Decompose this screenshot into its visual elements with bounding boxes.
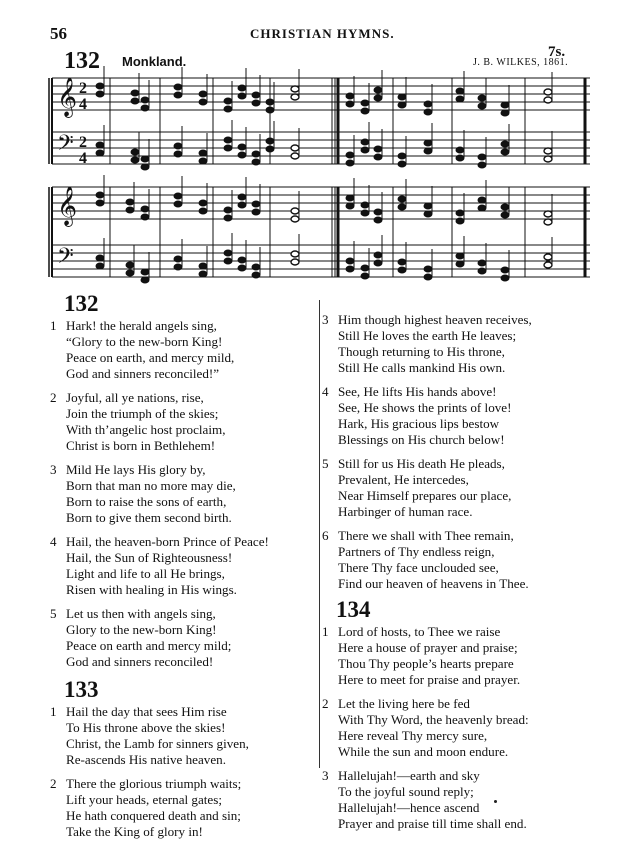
note-head bbox=[266, 146, 274, 152]
verse-line: Born to raise the sons of earth, bbox=[66, 494, 227, 509]
verse-line: Prevalent, He intercedes, bbox=[338, 472, 469, 487]
note-head bbox=[374, 217, 382, 223]
note-head bbox=[501, 149, 509, 155]
note-head bbox=[174, 256, 182, 262]
hymn-134-verse bbox=[322, 624, 592, 688]
note-head bbox=[478, 197, 486, 203]
tune-meter: 7s. bbox=[548, 44, 566, 60]
note-head bbox=[238, 194, 246, 200]
tune-hymn-number: 132 bbox=[64, 48, 100, 74]
note-head bbox=[238, 152, 246, 158]
note-head bbox=[544, 254, 552, 260]
running-title: CHRISTIAN HYMNS. bbox=[250, 26, 395, 41]
verse-line: Still for us His death He pleads, bbox=[338, 456, 505, 471]
verse-number: 5 bbox=[50, 606, 57, 621]
verse-line: Hallelujah!—hence ascend bbox=[338, 800, 480, 815]
verse-line: Hallelujah!—earth and sky bbox=[338, 768, 480, 783]
note-head bbox=[456, 253, 464, 259]
note-head bbox=[346, 101, 354, 107]
verse-line: Joyful, all ye nations, rise, bbox=[66, 390, 204, 405]
note-head bbox=[174, 264, 182, 270]
note-head bbox=[291, 259, 299, 265]
time-signature: 2 bbox=[79, 134, 87, 151]
note-head bbox=[544, 97, 552, 103]
verse-line: Here a house of prayer and praise; bbox=[338, 640, 518, 655]
time-signature: 4 bbox=[79, 150, 87, 167]
note-head bbox=[398, 161, 406, 167]
note-head bbox=[346, 93, 354, 99]
note-head bbox=[252, 92, 260, 98]
note-head bbox=[478, 103, 486, 109]
note-head bbox=[398, 102, 406, 108]
note-head bbox=[252, 272, 260, 278]
hymn-132-verse bbox=[322, 312, 592, 376]
verse-line: Find our heaven of heavens in Thee. bbox=[338, 576, 529, 591]
verse-line: See, He shows the prints of love! bbox=[338, 400, 512, 415]
note-head bbox=[252, 151, 260, 157]
note-head bbox=[238, 144, 246, 150]
note-head bbox=[141, 214, 149, 220]
verse-line: See, He lifts His hands above! bbox=[338, 384, 497, 399]
verse-line: Light and life to all He brings, bbox=[66, 566, 225, 581]
note-head bbox=[544, 148, 552, 154]
verse-line: Let the living here be fed bbox=[338, 696, 470, 711]
ink-mark bbox=[494, 800, 497, 803]
note-head bbox=[346, 258, 354, 264]
note-head bbox=[224, 207, 232, 213]
verse-number: 2 bbox=[50, 776, 57, 791]
note-head bbox=[199, 208, 207, 214]
verse-line: Glory to the new-born King! bbox=[66, 622, 217, 637]
note-head bbox=[398, 204, 406, 210]
note-head bbox=[224, 145, 232, 151]
note-head bbox=[346, 203, 354, 209]
note-head bbox=[96, 192, 104, 198]
note-head bbox=[252, 264, 260, 270]
note-head bbox=[544, 211, 552, 217]
note-head bbox=[374, 252, 382, 258]
hymn-132-verse bbox=[50, 318, 318, 382]
note-head bbox=[501, 267, 509, 273]
note-head bbox=[346, 160, 354, 166]
note-head bbox=[501, 141, 509, 147]
note-head bbox=[544, 219, 552, 225]
verse-number: 4 bbox=[50, 534, 57, 549]
note-head bbox=[266, 107, 274, 113]
note-head bbox=[361, 108, 369, 114]
note-head bbox=[224, 258, 232, 264]
note-head bbox=[131, 157, 139, 163]
note-head bbox=[424, 203, 432, 209]
verse-line: To His throne above the skies! bbox=[66, 720, 226, 735]
note-head bbox=[174, 84, 182, 90]
verse-line: Hail, the Sun of Righteousness! bbox=[66, 550, 233, 565]
right-column bbox=[322, 312, 592, 840]
hymn-133-verse bbox=[50, 704, 318, 768]
time-signature: 2 bbox=[79, 80, 87, 97]
verse-number: 5 bbox=[322, 456, 329, 471]
note-head bbox=[478, 205, 486, 211]
verse-line: Lord of hosts, to Thee we raise bbox=[338, 624, 501, 639]
note-head bbox=[291, 94, 299, 100]
note-head bbox=[424, 274, 432, 280]
note-head bbox=[374, 87, 382, 93]
tune-composer: J. B. WILKES, 1861. bbox=[473, 57, 569, 68]
verse-line: Blessings on His church below! bbox=[338, 432, 505, 447]
note-head bbox=[252, 100, 260, 106]
verse-line: Thou Thy people’s hearts prepare bbox=[338, 656, 514, 671]
note-head bbox=[199, 271, 207, 277]
note-head bbox=[544, 262, 552, 268]
verse-line: Still He calls mankind His own. bbox=[338, 360, 506, 375]
bass-clef: 𝄢 bbox=[57, 131, 74, 161]
note-head bbox=[238, 202, 246, 208]
hymn-132-verse bbox=[50, 462, 318, 526]
verse-number: 2 bbox=[322, 696, 329, 711]
note-head bbox=[224, 98, 232, 104]
verse-line: “Glory to the new-born King! bbox=[66, 334, 223, 349]
note-head bbox=[478, 95, 486, 101]
note-head bbox=[398, 196, 406, 202]
hymn-134-verse bbox=[322, 696, 592, 760]
verse-line: Join the triumph of the skies; bbox=[66, 406, 219, 421]
note-head bbox=[96, 91, 104, 97]
note-head bbox=[141, 269, 149, 275]
hymn-132-verse bbox=[50, 606, 318, 670]
note-head bbox=[174, 143, 182, 149]
note-head bbox=[374, 146, 382, 152]
note-head bbox=[291, 208, 299, 214]
note-head bbox=[126, 199, 134, 205]
verse-number: 1 bbox=[50, 318, 57, 333]
note-head bbox=[224, 106, 232, 112]
treble-clef: 𝄞 bbox=[57, 77, 78, 117]
verse-line: Let us then with angels sing, bbox=[66, 606, 216, 621]
note-head bbox=[501, 212, 509, 218]
note-head bbox=[361, 147, 369, 153]
note-head bbox=[141, 206, 149, 212]
note-head bbox=[424, 148, 432, 154]
note-head bbox=[199, 99, 207, 105]
note-head bbox=[96, 263, 104, 269]
verse-line: Lift your heads, eternal gates; bbox=[66, 792, 222, 807]
verse-number: 3 bbox=[322, 768, 329, 783]
verse-line: Peace on earth, and mercy mild, bbox=[66, 350, 235, 365]
hymn-134-number: 134 bbox=[336, 597, 371, 622]
note-head bbox=[398, 267, 406, 273]
note-head bbox=[174, 92, 182, 98]
note-head bbox=[96, 255, 104, 261]
hymn-133-verse bbox=[50, 776, 318, 840]
hymn-132-verse bbox=[50, 534, 318, 598]
note-head bbox=[346, 152, 354, 158]
verse-number: 3 bbox=[322, 312, 329, 327]
tune-name: Monkland. bbox=[122, 54, 187, 69]
verse-line: Born to give them second birth. bbox=[66, 510, 232, 525]
note-head bbox=[456, 96, 464, 102]
verse-line: Here reveal Thy mercy sure, bbox=[338, 728, 488, 743]
note-head bbox=[478, 154, 486, 160]
time-signature: 4 bbox=[79, 96, 87, 113]
note-head bbox=[291, 153, 299, 159]
hymn-132-verse bbox=[322, 384, 592, 448]
note-head bbox=[199, 263, 207, 269]
verse-line: Mild He lays His glory by, bbox=[66, 462, 206, 477]
note-head bbox=[361, 100, 369, 106]
note-head bbox=[374, 209, 382, 215]
hymn-132-verse bbox=[50, 390, 318, 454]
note-head bbox=[456, 218, 464, 224]
note-head bbox=[174, 151, 182, 157]
note-head bbox=[424, 109, 432, 115]
note-head bbox=[456, 147, 464, 153]
verse-line: He hath conquered death and sin; bbox=[66, 808, 241, 823]
note-head bbox=[424, 140, 432, 146]
note-head bbox=[224, 137, 232, 143]
verse-number: 4 bbox=[322, 384, 329, 399]
note-head bbox=[478, 268, 486, 274]
note-head bbox=[361, 139, 369, 145]
note-head bbox=[398, 259, 406, 265]
verse-line: While the sun and moon endure. bbox=[338, 744, 509, 759]
column-divider bbox=[319, 300, 320, 768]
note-head bbox=[501, 275, 509, 281]
verse-line: To the joyful sound reply; bbox=[338, 784, 474, 799]
verse-line: Risen with healing in His wings. bbox=[66, 582, 237, 597]
note-head bbox=[126, 262, 134, 268]
hymn-133-number: 133 bbox=[64, 677, 99, 702]
note-head bbox=[361, 202, 369, 208]
note-head bbox=[291, 86, 299, 92]
note-head bbox=[291, 216, 299, 222]
verse-line: Peace on earth and mercy mild; bbox=[66, 638, 232, 653]
verse-line: God and sinners reconciled!” bbox=[66, 366, 220, 381]
note-head bbox=[346, 266, 354, 272]
note-head bbox=[199, 200, 207, 206]
verse-line: Harbinger of human race. bbox=[338, 504, 473, 519]
note-head bbox=[199, 158, 207, 164]
note-head bbox=[96, 150, 104, 156]
note-head bbox=[398, 94, 406, 100]
verse-line: Here to meet for praise and prayer. bbox=[338, 672, 521, 687]
note-head bbox=[544, 156, 552, 162]
note-head bbox=[346, 195, 354, 201]
note-head bbox=[96, 200, 104, 206]
verse-line: Christ, the Lamb for sinners given, bbox=[66, 736, 249, 751]
note-head bbox=[544, 89, 552, 95]
note-head bbox=[374, 95, 382, 101]
verse-line: Hark, His gracious lips bestow bbox=[338, 416, 500, 431]
verse-line: There Thy face unclouded see, bbox=[338, 560, 499, 575]
verse-number: 1 bbox=[322, 624, 329, 639]
note-head bbox=[478, 260, 486, 266]
hymn-132-number: 132 bbox=[64, 291, 99, 316]
note-head bbox=[238, 265, 246, 271]
note-head bbox=[424, 101, 432, 107]
verse-line: Born that man no more may die, bbox=[66, 478, 236, 493]
verse-line: Hail the day that sees Him rise bbox=[66, 704, 227, 719]
note-head bbox=[361, 210, 369, 216]
note-head bbox=[361, 265, 369, 271]
verse-line: There the glorious triumph waits; bbox=[66, 776, 242, 791]
note-head bbox=[374, 260, 382, 266]
verse-number: 1 bbox=[50, 704, 57, 719]
hymn-132-verse bbox=[322, 528, 592, 592]
verse-line: Him though highest heaven receives, bbox=[338, 312, 532, 327]
verse-number: 6 bbox=[322, 528, 329, 543]
verse-number: 3 bbox=[50, 462, 57, 477]
note-head bbox=[238, 257, 246, 263]
note-head bbox=[291, 145, 299, 151]
note-head bbox=[199, 150, 207, 156]
music-score bbox=[0, 0, 640, 290]
verse-line: Prayer and praise till time shall end. bbox=[338, 816, 527, 831]
hymn-132-verse bbox=[322, 456, 592, 520]
note-head bbox=[456, 261, 464, 267]
note-head bbox=[131, 90, 139, 96]
note-head bbox=[252, 209, 260, 215]
note-head bbox=[456, 88, 464, 94]
page-number: 56 bbox=[50, 24, 67, 43]
verse-line: Hail, the heaven-born Prince of Peace! bbox=[66, 534, 269, 549]
note-head bbox=[141, 277, 149, 283]
note-head bbox=[478, 162, 486, 168]
treble-clef: 𝄞 bbox=[57, 186, 78, 226]
verse-line: God and sinners reconciled! bbox=[66, 654, 214, 669]
note-head bbox=[224, 215, 232, 221]
verse-line: Take the King of glory in! bbox=[66, 824, 203, 839]
note-head bbox=[199, 91, 207, 97]
note-head bbox=[96, 142, 104, 148]
note-head bbox=[238, 93, 246, 99]
note-head bbox=[252, 159, 260, 165]
note-head bbox=[501, 102, 509, 108]
note-head bbox=[374, 154, 382, 160]
note-head bbox=[126, 270, 134, 276]
note-head bbox=[131, 149, 139, 155]
verse-line: Near Himself prepares our place, bbox=[338, 488, 512, 503]
note-head bbox=[126, 207, 134, 213]
note-head bbox=[96, 83, 104, 89]
note-head bbox=[174, 193, 182, 199]
note-head bbox=[141, 156, 149, 162]
note-head bbox=[266, 99, 274, 105]
note-head bbox=[238, 85, 246, 91]
verse-line: With Thy Word, the heavenly bread: bbox=[338, 712, 529, 727]
bass-clef: 𝄢 bbox=[57, 244, 74, 274]
note-head bbox=[141, 164, 149, 170]
note-head bbox=[361, 273, 369, 279]
verse-number: 2 bbox=[50, 390, 57, 405]
verse-line: Still He loves the earth He leaves; bbox=[338, 328, 517, 343]
left-column bbox=[50, 292, 318, 848]
verse-line: Re-ascends His native heaven. bbox=[66, 752, 226, 767]
note-head bbox=[501, 204, 509, 210]
note-head bbox=[131, 98, 139, 104]
note-head bbox=[501, 110, 509, 116]
note-head bbox=[291, 251, 299, 257]
note-head bbox=[252, 201, 260, 207]
note-head bbox=[174, 201, 182, 207]
verse-line: Hark! the herald angels sing, bbox=[66, 318, 217, 333]
note-head bbox=[398, 153, 406, 159]
note-head bbox=[424, 266, 432, 272]
note-head bbox=[141, 105, 149, 111]
verse-line: Though returning to His throne, bbox=[338, 344, 505, 359]
hymn-134-verse bbox=[322, 768, 592, 832]
verse-line: Christ is born in Bethlehem! bbox=[66, 438, 216, 453]
verse-line: There we shall with Thee remain, bbox=[338, 528, 514, 543]
note-head bbox=[424, 211, 432, 217]
verse-line: With th’angelic host proclaim, bbox=[66, 422, 226, 437]
verse-line: Partners of Thy endless reign, bbox=[338, 544, 495, 559]
note-head bbox=[456, 155, 464, 161]
note-head bbox=[266, 138, 274, 144]
note-head bbox=[141, 97, 149, 103]
note-head bbox=[224, 250, 232, 256]
note-head bbox=[456, 210, 464, 216]
